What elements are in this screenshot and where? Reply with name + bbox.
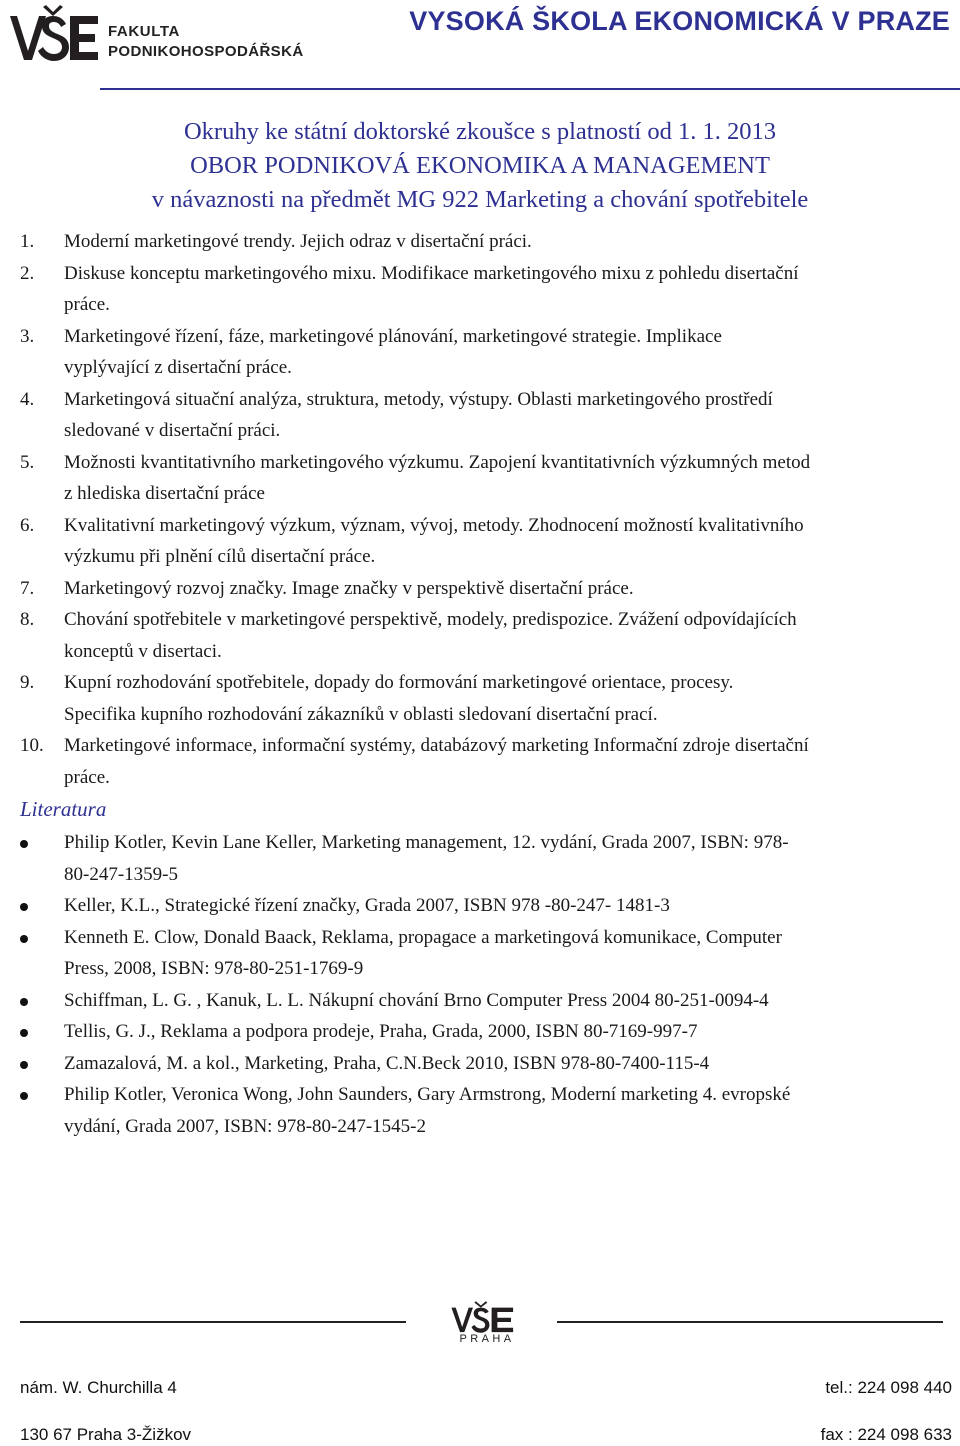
topic-number: 8. bbox=[20, 609, 35, 630]
topic-number: 1. bbox=[20, 231, 35, 252]
bullet-icon bbox=[20, 903, 28, 911]
topic-item bbox=[20, 510, 955, 573]
literature-heading: Literatura bbox=[20, 797, 107, 821]
topic-text: Diskuse konceptu marketingového mixu. Modifikace marketingového mixu z pohledu disertační bbox=[64, 262, 799, 284]
document-title-line2: OBOR PODNIKOVÁ EKONOMIKA A MANAGEMENT bbox=[190, 152, 770, 179]
topic-text: výzkumu při plnění cílů disertační práce. bbox=[64, 546, 376, 567]
topic-text: Moderní marketingové trendy. Jejich odraz v disertační práci. bbox=[64, 231, 532, 252]
topic-text: sledované v disertační práci. bbox=[64, 420, 281, 441]
topic-text: vyplývající z disertační práce. bbox=[64, 357, 292, 378]
topic-text: Možnosti kvantitativního marketingového výzkumu. Zapojení kvantitativních výzkumných metod bbox=[64, 451, 811, 473]
literature-item bbox=[20, 890, 955, 922]
literature-item bbox=[20, 1016, 955, 1048]
literature-list bbox=[20, 827, 955, 1142]
exam-topics-list bbox=[20, 226, 955, 793]
bullet-icon bbox=[20, 1061, 28, 1069]
topic-number: 9. bbox=[20, 672, 35, 693]
topic-text: Specifika kupního rozhodování zákazníků v oblasti sledovaní disertační prací. bbox=[64, 703, 658, 725]
phone-number: tel.: 224 098 440 bbox=[825, 1378, 952, 1397]
header-divider bbox=[100, 88, 960, 90]
literature-text: Press, 2008, ISBN: 978-80-251-1769-9 bbox=[64, 958, 364, 979]
literature-text: Schiffman, L. G. , Kanuk, L. L. Nákupní chování Brno Computer Press 2004 80-251-0094-4 bbox=[64, 989, 769, 1011]
literature-text: 80-247-1359-5 bbox=[64, 863, 178, 885]
bullet-icon bbox=[20, 935, 28, 943]
topic-item bbox=[20, 384, 955, 447]
topic-item bbox=[20, 573, 955, 605]
topic-text: práce. bbox=[64, 294, 110, 315]
topic-item bbox=[20, 447, 955, 510]
topic-text: Kupní rozhodování spotřebitele, dopady do formování marketingové orientace, procesy. bbox=[64, 672, 734, 693]
topic-text: Chování spotřebitele v marketingové perspektivě, modely, predispozice. Zvážení odpovídajících bbox=[64, 609, 797, 630]
topic-number: 7. bbox=[20, 577, 35, 599]
address-city: 130 67 Praha 3-Žižkov bbox=[20, 1425, 192, 1444]
bullet-icon bbox=[20, 1092, 28, 1100]
footer-city-label: PRAHA bbox=[459, 1333, 515, 1345]
address-street: nám. W. Churchilla 4 bbox=[20, 1378, 177, 1397]
topic-text: konceptů v disertaci. bbox=[64, 640, 222, 662]
vse-logo-icon bbox=[8, 4, 100, 66]
literature-item bbox=[20, 922, 955, 985]
literature-text: vydání, Grada 2007, ISBN: 978-80-247-1545-2 bbox=[64, 1115, 427, 1137]
faculty-name-line2: PODNIKOHOSPODÁŘSKÁ bbox=[108, 43, 304, 60]
topic-text: z hlediska disertační práce bbox=[64, 483, 265, 504]
faculty-name-line1: FAKULTA bbox=[108, 23, 180, 40]
literature-item bbox=[20, 985, 955, 1017]
literature-item bbox=[20, 1048, 955, 1080]
topic-number: 3. bbox=[20, 325, 35, 347]
page-header bbox=[0, 0, 960, 92]
topic-item bbox=[20, 258, 955, 321]
literature-item bbox=[20, 1079, 955, 1142]
literature-text: Zamazalová, M. a kol., Marketing, Praha, C.N.Beck 2010, ISBN 978-80-7400-115-4 bbox=[64, 1052, 710, 1074]
literature-text: Keller, K.L., Strategické řízení značky, Grada 2007, ISBN 978 -80-247- 1481-3 bbox=[64, 895, 670, 916]
literature-text: Philip Kotler, Kevin Lane Keller, Marketing management, 12. vydání, Grada 2007, ISBN: 978- bbox=[64, 832, 789, 853]
bullet-icon bbox=[20, 998, 28, 1006]
footer-divider-right bbox=[557, 1321, 943, 1323]
literature-text: Kenneth E. Clow, Donald Baack, Reklama, propagace a marketingová komunikace, Computer bbox=[64, 926, 782, 948]
literature-text: Tellis, G. J., Reklama a podpora prodeje, Praha, Grada, 2000, ISBN 80-7169-997-7 bbox=[64, 1021, 698, 1042]
literature-text: Philip Kotler, Veronica Wong, John Saunders, Gary Armstrong, Moderní marketing 4. evropské bbox=[64, 1084, 791, 1105]
bullet-icon bbox=[20, 840, 28, 848]
vse-footer-logo-icon bbox=[450, 1300, 516, 1334]
school-name: VYSOKÁ ŠKOLA EKONOMICKÁ V PRAZE bbox=[409, 6, 950, 36]
topic-text: Marketingový rozvoj značky. Image značky v perspektivě disertační práce. bbox=[64, 577, 634, 599]
topic-text: Marketingová situační analýza, struktura, metody, výstupy. Oblasti marketingového prostředí bbox=[64, 388, 773, 410]
document-title-line3: v návaznosti na předmět MG 922 Marketing a chování spotřebitele bbox=[151, 186, 809, 213]
topic-item bbox=[20, 226, 955, 258]
topic-item bbox=[20, 667, 955, 730]
topic-text: Kvalitativní marketingový výzkum, význam, vývoj, metody. Zhodnocení možností kvalitativního bbox=[64, 514, 804, 536]
topic-number: 5. bbox=[20, 451, 35, 473]
topic-number: 10. bbox=[20, 735, 44, 756]
document-title-line1: Okruhy ke státní doktorské zkoušce s platností od 1. 1. 2013 bbox=[183, 118, 776, 145]
bullet-icon bbox=[20, 1029, 28, 1037]
footer-divider-left bbox=[20, 1321, 406, 1323]
topic-number: 2. bbox=[20, 262, 35, 284]
topic-item bbox=[20, 730, 955, 793]
literature-item bbox=[20, 827, 955, 890]
topic-text: Marketingové řízení, fáze, marketingové plánování, marketingové strategie. Implikace bbox=[64, 325, 722, 347]
topic-item bbox=[20, 604, 955, 667]
topic-text: práce. bbox=[64, 766, 110, 788]
topic-number: 4. bbox=[20, 388, 35, 410]
topic-number: 6. bbox=[20, 514, 35, 536]
topic-text: Marketingové informace, informační systémy, databázový marketing Informační zdroje disertační bbox=[64, 735, 809, 756]
topic-item bbox=[20, 321, 955, 384]
fax-number: fax : 224 098 633 bbox=[820, 1425, 952, 1444]
